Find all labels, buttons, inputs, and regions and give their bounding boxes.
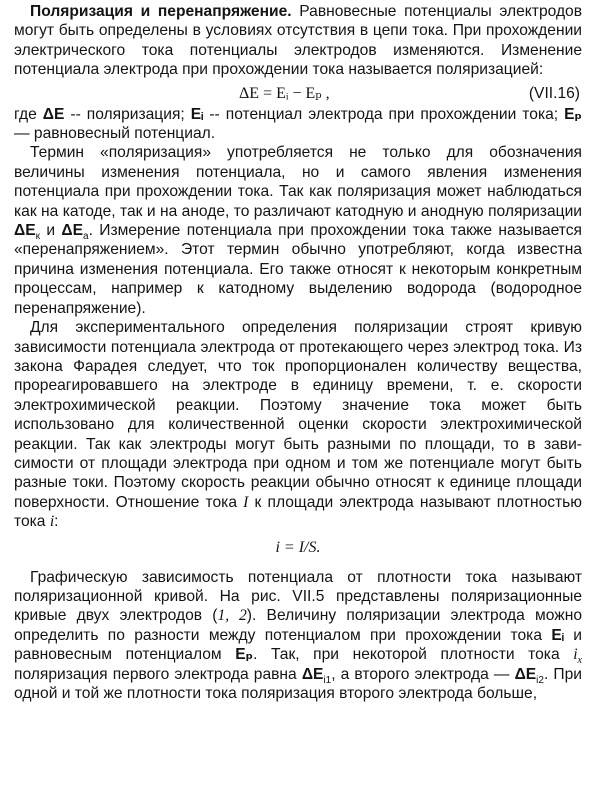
paragraph-text: Равновесные потенциалы электродов могут быть определены в условиях отсутствия в цепи тока. При прохождении электрического тока потенциалы электродов изменяются. Изменение потенциала электрода при прохождении тока называется поляризацией: [14, 3, 583, 79]
text-run: и [39, 222, 62, 240]
text-run: ). Величину поляризации электрода можно определить по разности между потенциалом при прохождении тока [14, 607, 582, 644]
subscript: к [35, 231, 40, 243]
symbol-e-p: Eₚ [235, 646, 254, 664]
symbol-e-p: Eₚ [564, 105, 582, 123]
symbol-e-i: Eᵢ [551, 626, 564, 644]
text-run: -- потенциал электрода при прохождении тока; [203, 105, 565, 123]
text-run: к площади электрода называют плотностью тока [14, 493, 582, 531]
text-run: . При одной и той же плотности тока поляризация второго электрода больше, [14, 665, 582, 702]
section-lead-heading: Поляризация и перенапряжение. [30, 3, 292, 20]
subscript: i1 [323, 674, 332, 686]
symbol-delta-e: ΔE [301, 665, 324, 683]
paragraph-current-density [14, 318, 582, 531]
paragraph-term-polarization [14, 143, 582, 318]
symbol-current: I [243, 493, 249, 511]
symbol-current-density: i [573, 646, 578, 664]
text-run: — равновесный потенциал. [14, 125, 216, 143]
subscript: i2 [536, 674, 544, 686]
text-run: . Измерение потенциала при прохождении тока также называется «перенапряжением». Этот термин обычно употребляют, когда известна причина изменения потенциала. Его также относят к некоторым конкретным процессам, например к катодному выделению водорода (водородное перенапряжение). [14, 222, 582, 317]
text-run: : [54, 513, 59, 531]
text-run: , а второго электрода — [331, 665, 515, 683]
formula-expression: ΔE = Eᵢ − Eₚ , [239, 84, 330, 102]
text-run: -- поляризация; [64, 105, 191, 123]
text-run: поляризация первого электрода равна [14, 665, 302, 683]
paragraph-polarization-curve [14, 568, 582, 704]
formula-current-density: i = I/S. [275, 538, 321, 556]
subscript: x [577, 655, 582, 667]
symbol-delta-e: ΔE [42, 105, 65, 123]
curve-numbers: 1, 2 [217, 607, 247, 625]
text-run: Термин «поляризация» употребляется не только для обозначения величины изменения потенциала, но и самого явления изменения потенциала при прохождении тока. Так как поляризация может наблюдаться как на катоде, так и на аноде, то различают катодную и анодную поляризации [14, 144, 582, 220]
symbol-delta-e: ΔE [514, 665, 537, 683]
paragraph-formula-legend [14, 105, 582, 144]
text-run: и равновесным потенциалом [14, 626, 582, 664]
text-run: где [14, 105, 43, 123]
formula-polarization [14, 82, 582, 104]
text-run: Графическую зависимость потенциала от плотности тока называют поляризационной кривой. На рис. VII.5 представлены поляризационные кривые двух электродов ( [14, 568, 582, 625]
subscript: а [83, 231, 89, 243]
symbol-current-density: i [49, 513, 55, 531]
text-run: Для экспериментального определения поляризации строят кривую зависимости потенциала электрода от протекающего через электрод тока. Из закона Фарадея следует, что ток пропорционален количеству вещества, прореагировавшего на электроде в единицу времени, т. е. скорости электрохимической реакции. Поэтому значение тока может быть использовано для количественной оценки скорости электрохимической реакции. Так как электроды могут быть разными по площади, то в зависимости от площади электрода при одном и том же потенциале могут быть разные токи. Поэтому скорость реакции обычно относят к единице площади поверхности. Отношение тока [14, 319, 582, 511]
symbol-delta-e: ΔE [14, 222, 36, 240]
paragraph-polarization-intro [14, 2, 582, 80]
symbol-delta-e: ΔE [61, 222, 84, 240]
text-run: . Так, при некоторой плотности тока [253, 646, 574, 664]
symbol-e-i: Eᵢ [190, 105, 204, 123]
formula-number: (VII.16) [528, 84, 580, 102]
